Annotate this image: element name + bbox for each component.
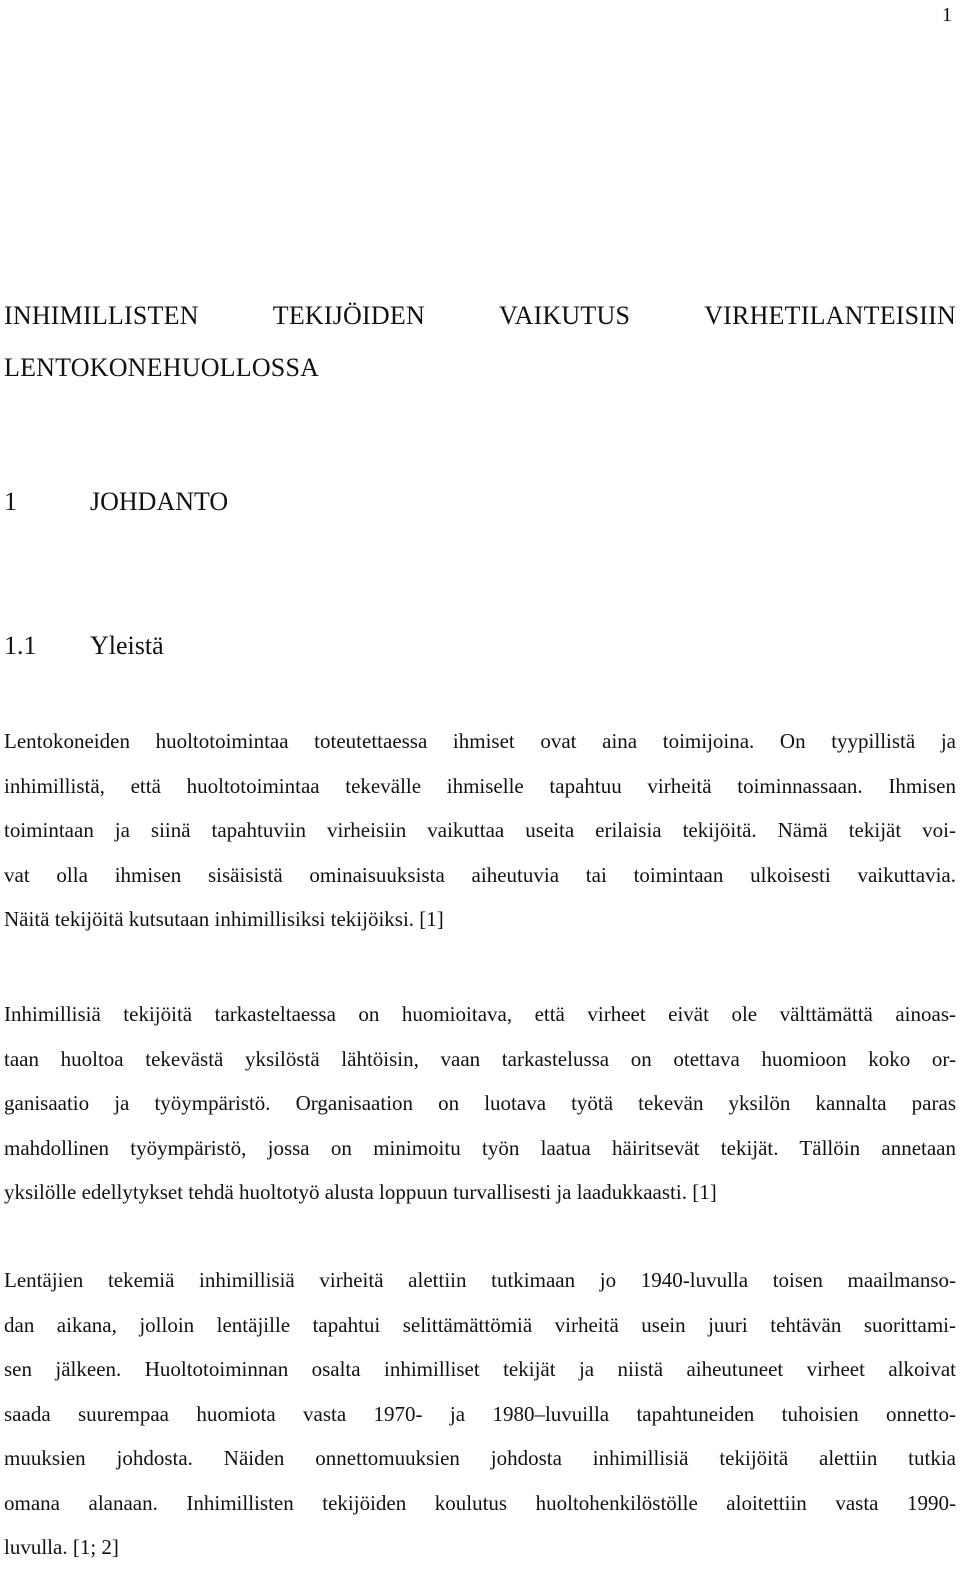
paragraph-line: saada suurempaa huomiota vasta 1970- ja 1980–luvuilla tapahtuneiden tuhoisien onnetto- [4, 1401, 956, 1426]
paragraph-1 [4, 719, 956, 942]
document-title [4, 290, 956, 394]
paragraph-line: taan huoltoa tekevästä yksilöstä lähtöisin, vaan tarkastelussa on otettava huomioon koko or- [4, 1046, 956, 1071]
paragraph-line: Näitä tekijöitä kutsutaan inhimillisiksi tekijöiksi. [1] [4, 907, 444, 931]
paragraph-3 [4, 1258, 956, 1570]
page-number: 1 [942, 4, 952, 26]
paragraph-line: ganisaatio ja työympäristö. Organisaation on luotava työtä tekevän yksilön kannalta paras [4, 1091, 956, 1115]
paragraph-line: yksilölle edellytykset tehdä huoltotyö alusta loppuun turvallisesti ja laadukkaasti. [1] [4, 1180, 717, 1204]
section-heading-1-1 [4, 631, 164, 661]
paragraph-line: sen jälkeen. Huoltotoiminnan osalta inhimilliset tekijät ja niistä aiheutuneet virheet alkoivat [4, 1357, 956, 1381]
document-title-line-1: INHIMILLISTEN TEKIJÖIDEN VAIKUTUS VIRHETILANTEISIIN [4, 301, 956, 330]
subsection-number: 1.1 [4, 631, 37, 660]
subsection-title: Yleistä [90, 631, 164, 660]
paragraph-line: inhimillistä, että huoltotoimintaa tekevälle ihmiselle tapahtuu virheitä toiminnassaan. Ihmisen [4, 773, 956, 798]
paragraph-2 [4, 992, 956, 1215]
document-title-line-2: LENTOKONEHUOLLOSSA [4, 353, 320, 382]
paragraph-line: Lentokoneiden huoltotoimintaa toteutettaessa ihmiset ovat aina toimijoina. On tyypillistä ja [4, 729, 956, 753]
section-number: 1 [4, 487, 17, 516]
paragraph-line: Lentäjien tekemiä inhimillisiä virheitä alettiin tutkimaan jo 1940-luvulla toisen maailmanso- [4, 1268, 956, 1292]
paragraph-line: Inhimillisiä tekijöitä tarkasteltaessa on huomioitava, että virheet eivät ole välttämättä ainoas- [4, 1002, 956, 1026]
section-title: JOHDANTO [90, 487, 229, 516]
paragraph-line: omana alanaan. Inhimillisten tekijöiden koulutus huoltohenkilöstölle aloitettiin vasta 1990- [4, 1490, 956, 1515]
paragraph-line: luvulla. [1; 2] [4, 1535, 119, 1559]
paragraph-line: dan aikana, jolloin lentäjille tapahtui selittämättömiä virheitä usein juuri tehtävän suorittami- [4, 1312, 956, 1337]
paragraph-line: muuksien johdosta. Näiden onnettomuuksien johdosta inhimillisiä tekijöitä alettiin tutkia [4, 1446, 956, 1470]
paragraph-line: toimintaan ja siinä tapahtuviin virheisiin vaikuttaa useita erilaisia tekijöitä. Nämä tekijät voi- [4, 818, 956, 842]
paragraph-line: vat olla ihmisen sisäisistä ominaisuuksista aiheutuvia tai toimintaan ulkoisesti vaikuttavia. [4, 862, 956, 887]
section-heading-1 [4, 487, 228, 517]
paragraph-line: mahdollinen työympäristö, jossa on minimoitu työn laatua häiritsevät tekijät. Tällöin annetaan [4, 1135, 956, 1160]
